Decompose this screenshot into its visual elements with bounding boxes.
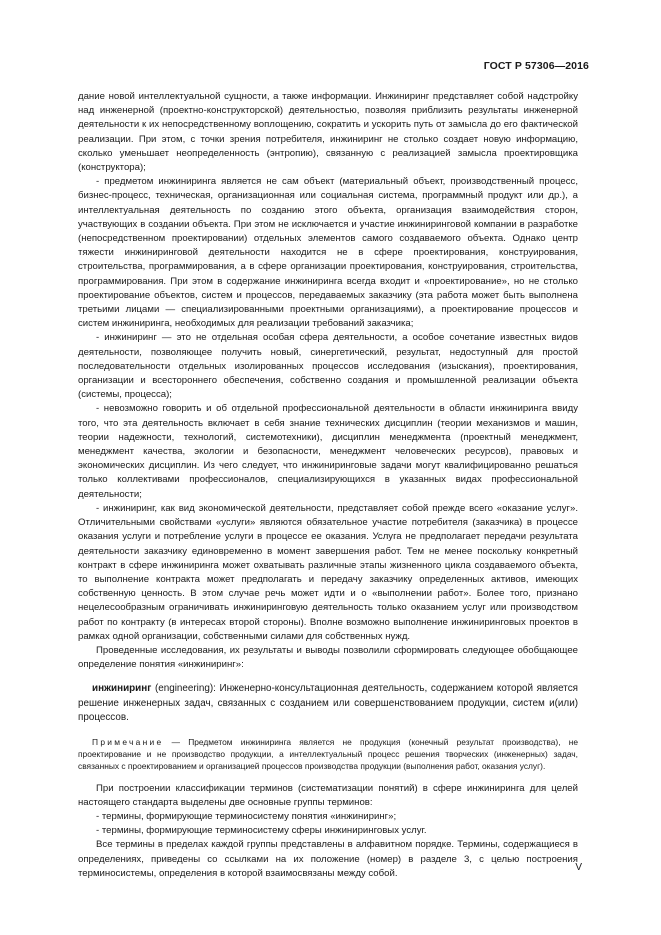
paragraph: Проведенные исследования, их результаты и выводы позволили сформировать следующее обобщающее определение понятия «инжиниринг»: xyxy=(78,644,578,671)
note-text: — Предметом инжиниринга является не продукция (конечный результат производства), не проектирование и не производство продукции, а интеллектуальный процесс решения творческих (инженерных) задач, связанных с проектированием и организацией процессов производства продукции (выполнения работ, оказания услуг). xyxy=(78,736,578,771)
paragraph: При построении классификации терминов (систематизации понятий) в сфере инжиниринга для целей настоящего стандарта выделены две основные группы терминов: xyxy=(78,782,578,808)
page-number: V xyxy=(575,862,582,873)
paragraph: дание новой интеллектуальной сущности, а также информации. Инжиниринг представляет собой надстройку над инженерной (проектно-конструкторской) деятельностью, позволяя приблизить результаты инженерной деятельности к их непосредственному воплощению, сократить и ускорить путь от замысла до его фактической реализации. При этом, с точки зрения потребителя, инжиниринг не столько создает новую информацию, сколько уменьшает неопределенность (энтропию), связанную с реализацией замысла проектировщика (конструктора); xyxy=(78,91,578,174)
note xyxy=(78,736,578,772)
paragraph: - инжиниринг, как вид экономической деятельности, представляет собой прежде всего «оказание услуг». Отличительными свойствами «услуги» являются обязательное участие потребителя (заказчика) в процессе оказания услуги и потребление услуги в процессе ее оказания. Услуга не предполагает передачи результата деятельности заказчику единовременно в момент завершения работ. Тем не менее поскольку конкретный контракт в сфере инжиниринга может охватывать различные этапы жизненного цикла создаваемого объекта, то выполнение контракта может предполагать и передачу заказчику определенных активов, имеющих собственную ценность. В этом случае речь может идти и о «выполнении работ». Более того, признано нецелесообразным ограничивать инжиниринговую деятельность только оказанием услуг или производством работ по контракту (в интересах второй стороны). Вполне возможно выполнение инжиниринговых проектов в рамках одной организации, собственными силами для собственных нужд. xyxy=(78,502,578,642)
list-item: - термины, формирующие терминосистему сферы инжиниринговых услуг. xyxy=(96,825,427,837)
list-item: - термины, формирующие терминосистему понятия «инжиниринг»; xyxy=(96,810,397,822)
definition-text: (engineering): Инженерно-консультационная деятельность, содержанием которой является решение инженерных задач, связанных с созданием или совершенствованием продукции, систем и(или) процессов. xyxy=(78,683,578,724)
note-label: Примечание xyxy=(92,736,164,747)
document-id-header: ГОСТ Р 57306—2016 xyxy=(483,60,589,72)
definition xyxy=(78,682,578,725)
document-body xyxy=(78,90,578,881)
paragraph: - предметом инжиниринга является не сам объект (материальный объект, производственный процесс, бизнес-процесс, техническая, организационная или социальная система, программный продукт или др.), а интеллектуальная деятельность по созданию этого объекта, организация взаимодействия сторон, участвующих в создании объекта. При этом не исключается и участие инжиниринговой компании в разработке (непосредственном проектировании) отдельных элементов самого создаваемого объекта. Однако центр тяжести инжиниринговой деятельности находится не в сфере проектирования, конструирования, строительства, программирования, а в сфере организации проектирования, конструирования, строительства, программирования. При этом в содержание инжиниринга всегда входит и «проектирование», но не столько проектирование объектов, систем и процессов, передаваемых заказчику (эта работа может быть выполнена третьими лицами — специализированными проектными организациями), а проектирование процессов и систем инжиниринга, необходимых для реализации требований заказчика; xyxy=(78,176,578,330)
paragraph: - инжиниринг — это не отдельная особая сфера деятельности, а особое сочетание известных видов деятельности, позволяющее получить новый, синергетический, результат, недоступный для простой последовательности отдельных изолированных процессов исследования (изыскания), проектирования, организации и всестороннего обеспечения, собственно создания и промышленной реализации объекта (системы, процесса); xyxy=(78,332,578,401)
definition-term: инжиниринг xyxy=(92,683,152,695)
paragraph: Все термины в пределах каждой группы представлены в алфавитном порядке. Термины, содержащиеся в определениях, приведены со ссылками на их положение (номер) в разделе 3, с целью построения терминосистемы, определения в которой взаимосвязаны между собой. xyxy=(78,839,578,879)
paragraph: - невозможно говорить и об отдельной профессиональной деятельности в области инжиниринга ввиду того, что эта деятельность включает в себя знание технических дисциплин (теории механизмов и машин, теории надежности, технологий, системотехники), дисциплин менеджмента (проектный менеджмент, менеджмент качества, экологии и безопасности, менеджмент человеческих ресурсов), правовых и экономических дисциплин. Из чего следует, что инжиниринговые задачи могут квалифицированно решаться только коллективами профессионалов, специализирующихся в указанных видах профессиональной деятельности; xyxy=(78,403,578,500)
